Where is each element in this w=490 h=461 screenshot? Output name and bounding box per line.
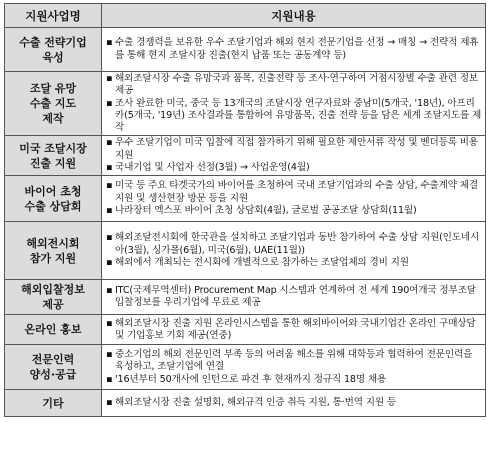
bullet-icon: ▪ (106, 37, 113, 49)
table-row (5, 390, 486, 417)
program-name-line: 육성 (42, 50, 64, 64)
support-content-item (106, 397, 482, 409)
support-content-text: 우수 조달기업이 미국 입찰에 직접 참가하기 위해 필요한 제안서류 작성 및 벤더등록 비용 지원 (115, 137, 479, 161)
bullet-icon: ▪ (106, 317, 113, 329)
support-content-text: 해외조달전시회에 한국관을 설치하고 조달기업과 동반 참가하여 수출 상담 지원(인도네시아(3월), 싱가폴(6월), 미국(6월), UAE(11월)) (115, 232, 480, 256)
support-program-table (4, 3, 486, 417)
support-content-item (106, 374, 482, 386)
bullet-icon: ▪ (106, 180, 113, 192)
support-content-item (106, 318, 482, 343)
program-name-cell (5, 390, 102, 417)
header-row (5, 4, 486, 28)
support-content-item (106, 232, 482, 257)
table-row (5, 315, 486, 345)
table-row (5, 72, 486, 136)
support-content-cell (102, 222, 486, 280)
support-content-item (106, 285, 482, 310)
program-name-line: 양성·공급 (29, 368, 77, 382)
program-name-line: 수출 지도 (29, 97, 77, 111)
support-content-item (106, 205, 482, 217)
table-row (5, 176, 486, 222)
bullet-icon: ▪ (106, 73, 113, 84)
program-name-line: 수출 상담회 (24, 199, 82, 213)
program-name-cell (5, 280, 102, 315)
support-content-item (106, 73, 482, 98)
support-content-text: 해외조달시장 진출 지원 온라인시스템을 통한 해외바이어와 국내기업간 온라인 구매상담 및 기업홍보 기회 제공(연중) (115, 317, 476, 341)
program-name-cell (5, 176, 102, 222)
support-content-item (106, 137, 482, 162)
table-body (5, 28, 486, 417)
bullet-icon: ▪ (106, 397, 113, 409)
table-row (5, 280, 486, 315)
bullet-icon: ▪ (106, 137, 113, 149)
support-content-cell (102, 390, 486, 417)
program-name-line: 참가 지원 (29, 251, 77, 265)
support-content-text: 해외조달시장 수출 유망국과 품목, 진출전략 등 조사·연구하여 거점시장별 수출 관련 정보 제공 (115, 73, 479, 97)
support-content-text: 수출 경쟁력을 보유한 우수 조달기업과 해외 현지 전문기업을 선정 → 매칭 → 전략적 제휴를 통해 현지 조달시장 진출(현지 납품 또는 공동계약 등) (115, 37, 479, 61)
support-content-text: ITC(국제무역센터) Procurement Map 시스템과 연계하여 전 세계 190여개국 정부조달 입찰정보를 우리기업에 무료로 제공 (115, 285, 476, 309)
program-name-line: 제공 (42, 298, 64, 312)
program-name-line: 전문인력 (31, 353, 75, 367)
support-content-text: 해외에서 개최되는 전시회에 개별적으로 참가하는 조달업체의 경비 지원 (115, 257, 409, 269)
program-name-line: 수출 전략기업 (19, 35, 87, 49)
program-name-line: 온라인 홍보 (24, 323, 82, 337)
support-content-text: 조사 완료한 미국, 중국 등 13개국의 조달시장 연구자료와 중남미(5개국, '18년), 아프리카(5개국, '19년) 조사결과를 통합하여 유망품목, 진출 전략 등을 담은 세계 조달지도를 제작 (115, 97, 482, 134)
header-program-name: 지원사업명 (5, 4, 102, 28)
program-name-line: 제작 (42, 112, 64, 126)
support-content-text: 해외조달시장 진출 설명회, 해외규격 인증 취득 지원, 통·번역 지원 등 (115, 397, 396, 409)
program-name-line: 해외전시회 (26, 236, 80, 250)
bullet-icon: ▪ (106, 285, 113, 297)
program-name-cell (5, 315, 102, 345)
bullet-icon: ▪ (106, 162, 113, 174)
header-support-content: 지원내용 (102, 4, 486, 28)
program-name-line: 해외입찰정보 (21, 283, 85, 297)
bullet-icon: ▪ (106, 205, 113, 217)
program-name-cell (5, 222, 102, 280)
program-name-line: 바이어 초청 (24, 184, 82, 198)
program-name-line: 기타 (42, 396, 64, 410)
program-name-cell (5, 345, 102, 390)
support-content-text: '16년부터 50개사에 인턴으로 파견 후 현재까지 정규직 18명 채용 (115, 373, 387, 385)
table-row (5, 28, 486, 72)
support-content-item (106, 257, 482, 269)
bullet-icon: ▪ (106, 257, 113, 269)
support-content-item (106, 37, 482, 62)
support-content-cell (102, 136, 486, 176)
bullet-icon: ▪ (106, 97, 113, 109)
support-content-cell (102, 176, 486, 222)
program-name-cell (5, 28, 102, 72)
support-content-cell (102, 315, 486, 345)
program-name-line: 조달 유망 (29, 82, 77, 96)
program-name-line: 진출 지원 (29, 156, 77, 170)
table-row (5, 345, 486, 390)
table-row (5, 222, 486, 280)
support-content-cell (102, 72, 486, 136)
bullet-icon: ▪ (106, 232, 113, 244)
support-program-table-wrapper (4, 3, 485, 417)
support-content-text: 나라장터 엑스포 바이어 초청 상담회(4월), 글로벌 공공조달 상담회(11월) (115, 205, 417, 217)
bullet-icon: ▪ (106, 373, 113, 385)
program-name-cell (5, 136, 102, 176)
support-content-item (106, 98, 482, 135)
support-content-cell (102, 345, 486, 390)
bullet-icon: ▪ (106, 348, 113, 360)
support-content-text: 미국 등 주요 타겟국가의 바이어를 초청하여 국내 조달기업과의 수출 상담, 수출계약 체결 지원 및 생산현장 방문 등을 지원 (115, 180, 479, 204)
support-content-text: 국내기업 및 사업자 선정(3월) → 사업운영(4월) (115, 162, 310, 174)
support-content-item (106, 180, 482, 205)
support-content-item (106, 349, 482, 374)
program-name-cell (5, 72, 102, 136)
support-content-cell (102, 28, 486, 72)
support-content-item (106, 162, 482, 174)
table-row (5, 136, 486, 176)
support-content-text: 중소기업의 해외 전문인력 부족 등의 어려움 해소를 위해 대학등과 협력하여 전문인력을 육성하고, 조달기업에 연결 (115, 348, 473, 373)
support-content-cell (102, 280, 486, 315)
program-name-line: 미국 조달시장 (19, 141, 87, 155)
